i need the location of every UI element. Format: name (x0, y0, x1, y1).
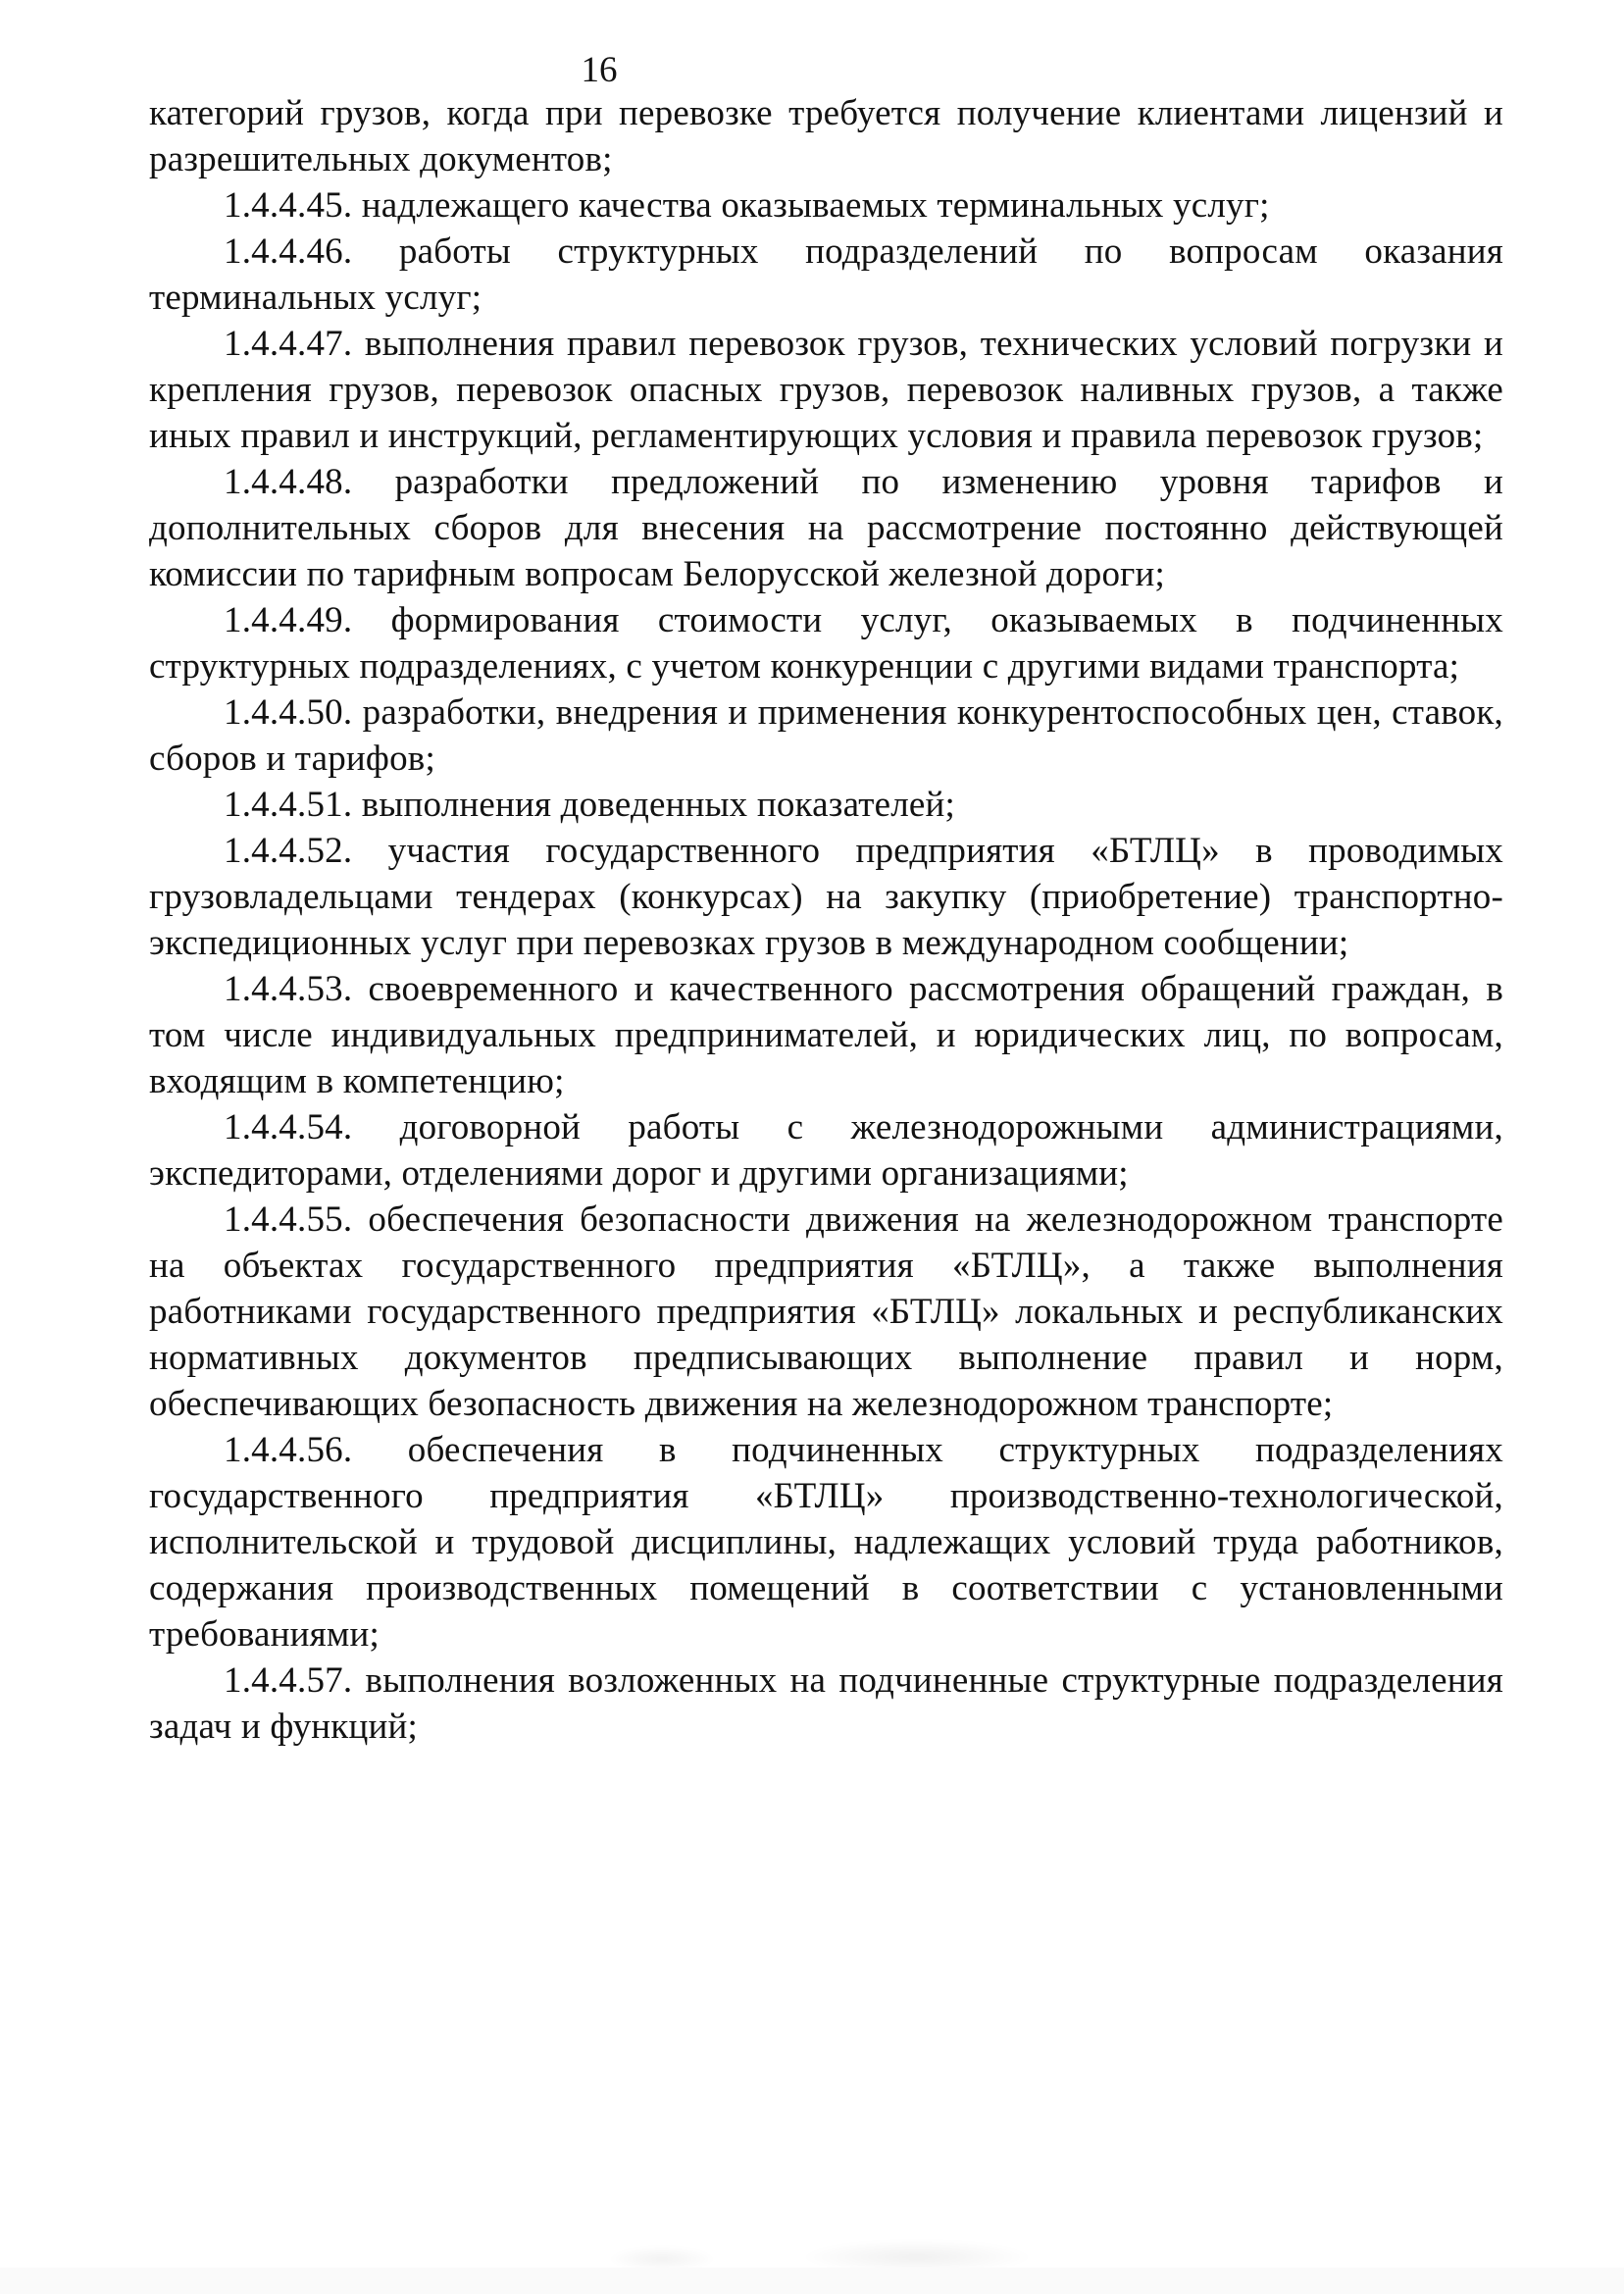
paragraph-1-4-4-50: 1.4.4.50. разработки, внедрения и применения конкурентоспособных цен, ставок, сборов и тарифов; (149, 692, 1503, 779)
paragraph-1-4-4-53: 1.4.4.53. своевременного и качественного рассмотрения обращений граждан, в том числе индивидуальных предпринимателей, и юридических лиц, по вопросам, входящим в компетенцию; (149, 969, 1503, 1101)
paragraph-continuation: категорий грузов, когда при перевозке требуется получение клиентами лицензий и разрешительных документов; (149, 93, 1503, 179)
paragraph-1-4-4-46: 1.4.4.46. работы структурных подразделений по вопросам оказания терминальных услуг; (149, 231, 1503, 318)
document-body (149, 90, 1503, 1750)
scan-artifact-band (0, 2268, 1624, 2294)
paragraph-1-4-4-57: 1.4.4.57. выполнения возложенных на подчиненные структурные подразделения задач и функций; (149, 1660, 1503, 1747)
paragraph-1-4-4-52: 1.4.4.52. участия государственного предприятия «БТЛЦ» в проводимых грузовладельцами тендерах (конкурсах) на закупку (приобретение) транспортно-экспедиционных услуг при перевозках грузов в международном сообщении; (149, 831, 1503, 963)
page-number: 16 (581, 50, 618, 90)
paragraph-1-4-4-51: 1.4.4.51. выполнения доведенных показателей; (224, 785, 955, 825)
paragraph-1-4-4-49: 1.4.4.49. формирования стоимости услуг, оказываемых в подчиненных структурных подразделениях, с учетом конкуренции с другими видами транспорта; (149, 600, 1503, 687)
paragraph-1-4-4-47: 1.4.4.47. выполнения правил перевозок грузов, технических условий погрузки и крепления грузов, перевозок опасных грузов, перевозок наливных грузов, а также иных правил и инструкций, регламентирующих условия и правила перевозок грузов; (149, 324, 1503, 456)
paragraph-1-4-4-48: 1.4.4.48. разработки предложений по изменению уровня тарифов и дополнительных сборов для внесения на рассмотрение постоянно действующей комиссии по тарифным вопросам Белорусской железной дороги; (149, 462, 1503, 594)
paragraph-1-4-4-56: 1.4.4.56. обеспечения в подчиненных структурных подразделениях государственного предприятия «БТЛЦ» производственно-технологической, исполнительской и трудовой дисциплины, надлежащих условий труда работников, содержания производственных помещений в соответствии с установленными требованиями; (149, 1430, 1503, 1655)
paragraph-1-4-4-45: 1.4.4.45. надлежащего качества оказываемых терминальных услуг; (224, 185, 1270, 226)
paragraph-1-4-4-55: 1.4.4.55. обеспечения безопасности движения на железнодорожном транспорте на объектах государственного предприятия «БТЛЦ», а также выполнения работниками государственного предприятия «БТЛЦ» локальных и республиканских нормативных документов предписывающих выполнение правил и норм, обеспечивающих безопасность движения на железнодорожном транспорте; (149, 1199, 1503, 1424)
paragraph-1-4-4-54: 1.4.4.54. договорной работы с железнодорожными администрациями, экспедиторами, отделениями дорог и другими организациями; (149, 1107, 1503, 1194)
